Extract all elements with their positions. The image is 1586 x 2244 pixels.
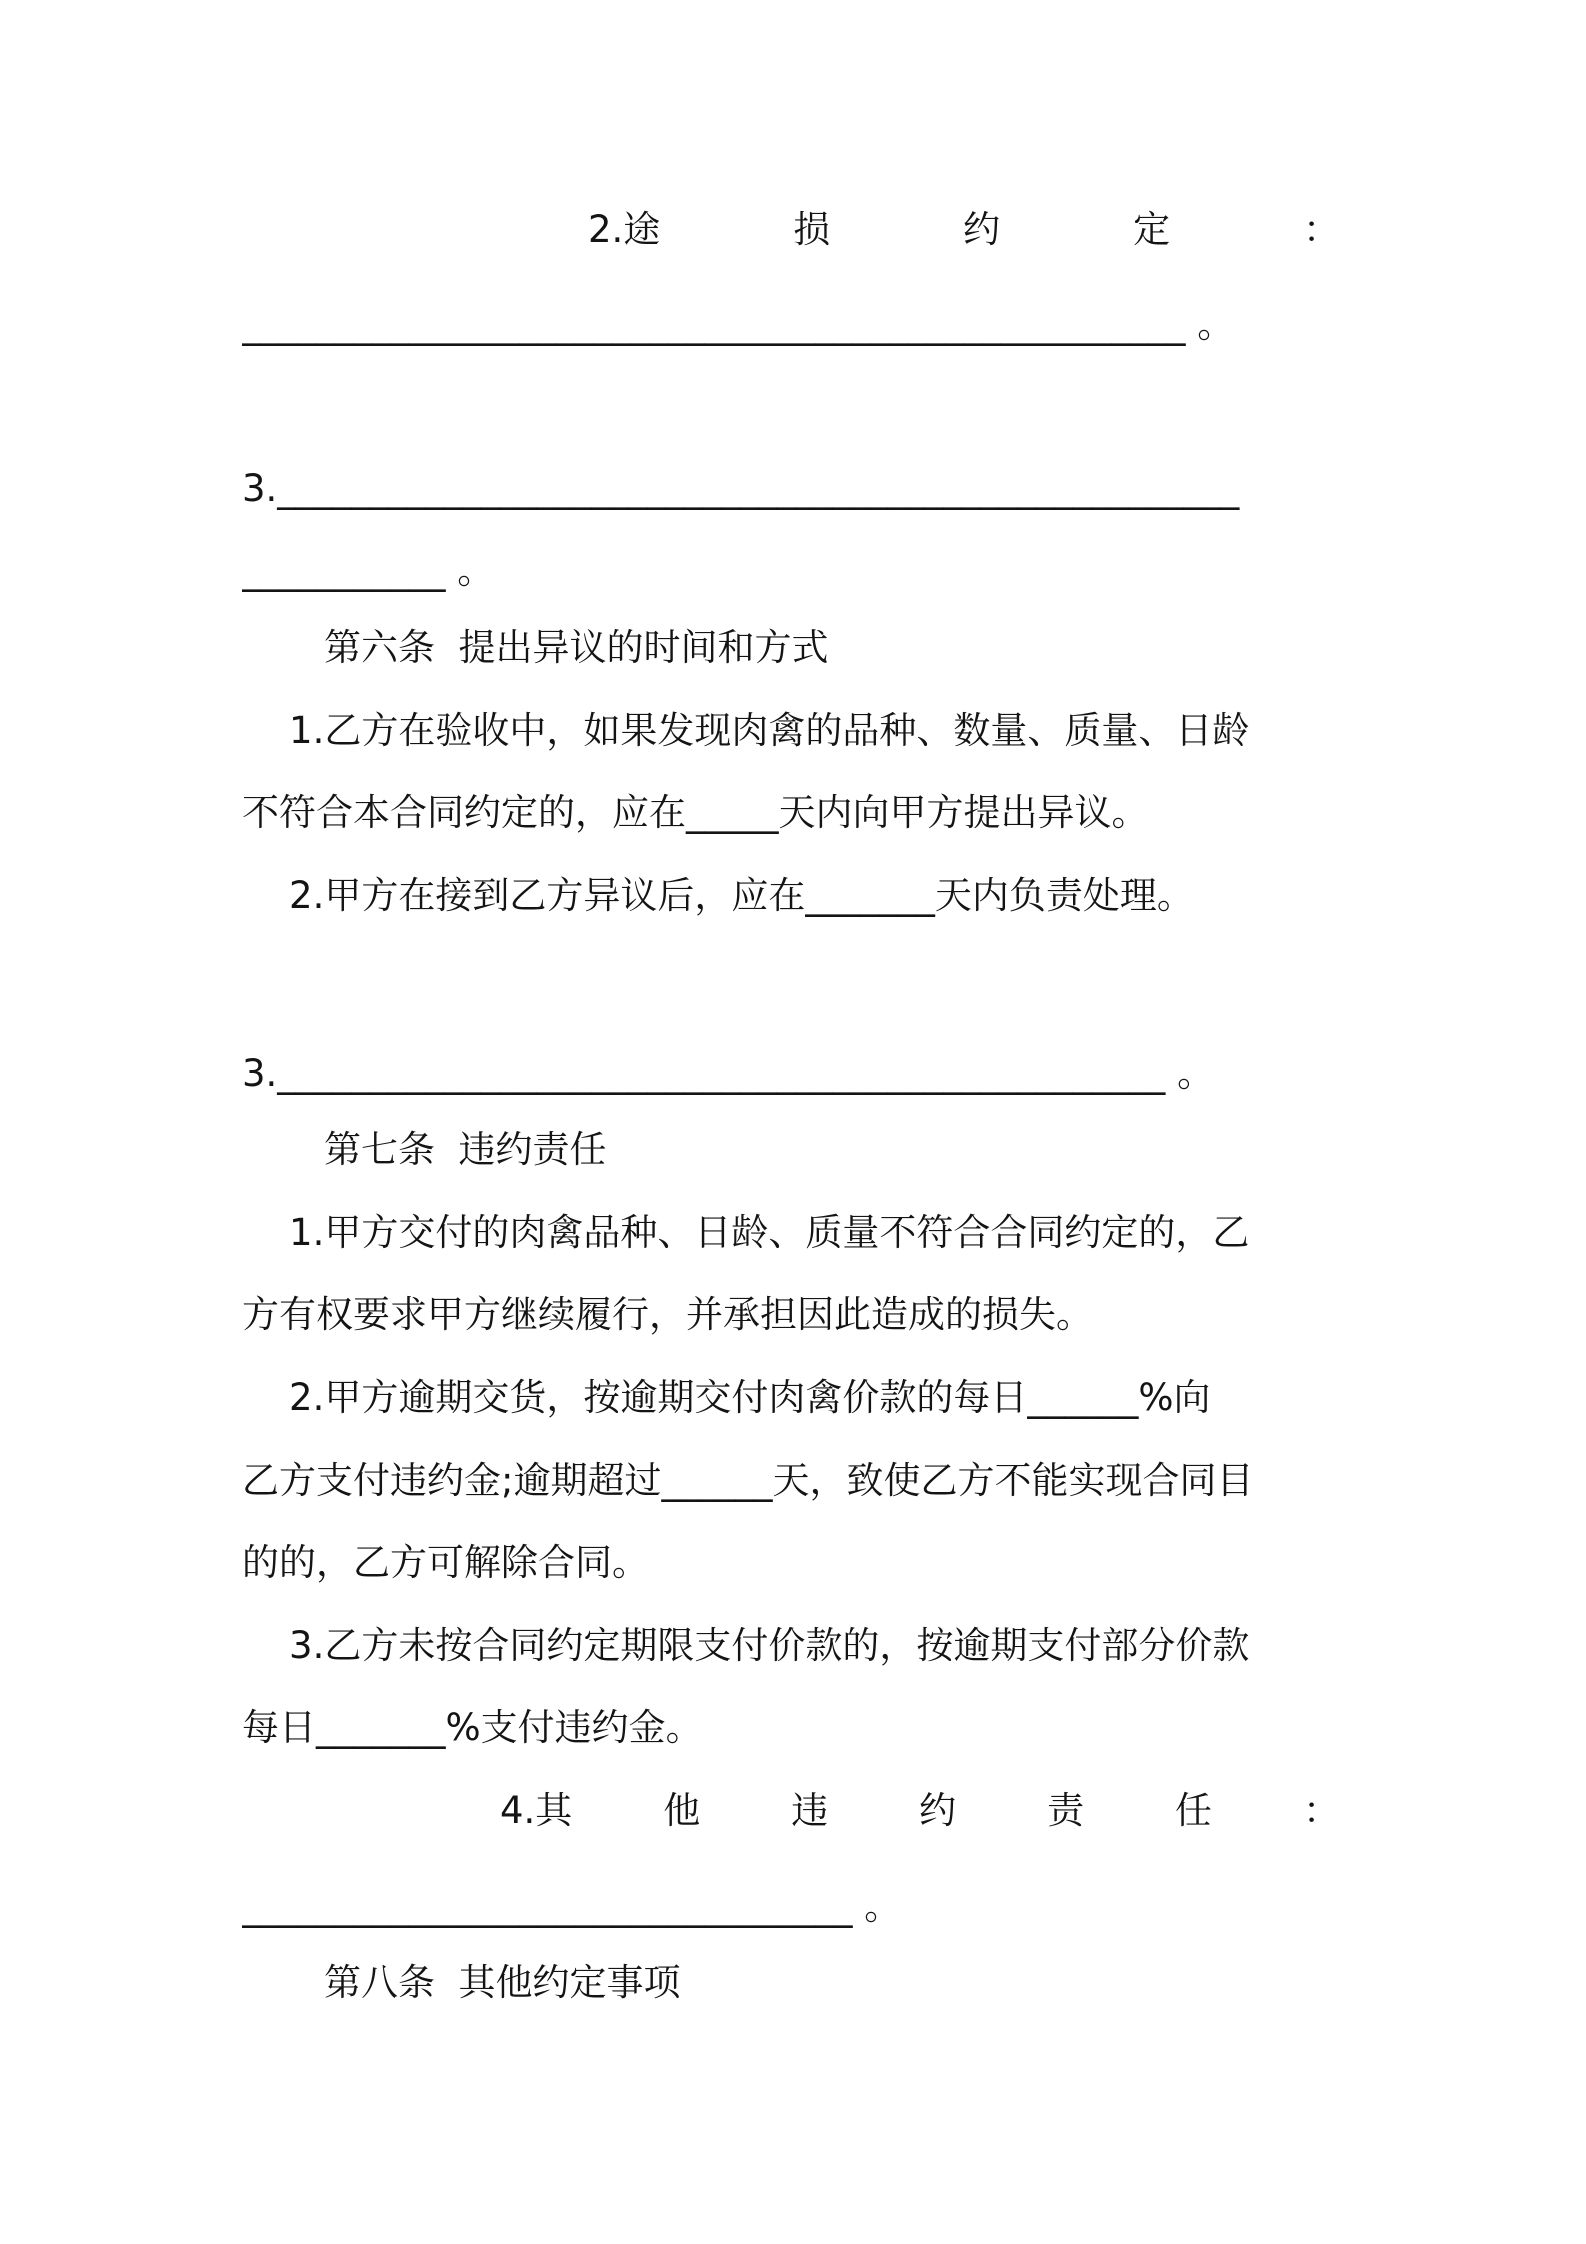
paragraph-line: 每日_______%支付违约金。 — [242, 1706, 703, 1749]
paragraph-line: 方有权要求甲方继续履行，并承担因此造成的损失。 — [242, 1293, 1093, 1336]
paragraph-line: 乙方支付违约金;逾期超过______天，致使乙方不能实现合同目 — [242, 1459, 1254, 1502]
article-7-title: 第七条 违约责任 — [324, 1128, 607, 1171]
paragraph-line: 3.乙方未按合同约定期限支付价款的，按逾期支付部分价款 — [242, 1624, 1250, 1667]
blank-line: ___________________________________________________ 。 — [242, 303, 1235, 346]
clause-damage-agreement-heading — [588, 205, 1340, 255]
paragraph-line: 2.甲方逾期交货，按逾期交付肉禽价款的每日______%向 — [242, 1376, 1211, 1419]
spread-char: ： — [1302, 1789, 1340, 1832]
article-6-title: 第六条 提出异议的时间和方式 — [324, 626, 829, 669]
paragraph-line: 不符合本合同约定的，应在_____天内向甲方提出异议。 — [242, 791, 1149, 834]
blank-line: ___________ 。 — [242, 549, 495, 592]
paragraph-line: 1.甲方交付的肉禽品种、日龄、质量不符合合同约定的，乙 — [242, 1211, 1250, 1254]
spread-char: 任 — [1175, 1789, 1212, 1832]
clause-item-3-blank: 3.________________________________________________ 。 — [242, 1052, 1215, 1095]
spread-char: 定 — [1133, 208, 1171, 251]
blank-line: _________________________________ 。 — [242, 1885, 902, 1928]
clause-other-liability-heading — [500, 1786, 1340, 1836]
spread-char: 他 — [663, 1789, 701, 1832]
spread-char: 2.途 — [588, 208, 661, 251]
spread-char: ： — [1303, 208, 1340, 251]
article-8-title: 第八条 其他约定事项 — [324, 1961, 681, 2004]
clause-item-3-blank: 3.____________________________________________________ — [242, 467, 1240, 510]
spread-char: 约 — [963, 208, 1001, 251]
paragraph-line: 2.甲方在接到乙方异议后，应在_______天内负责处理。 — [242, 874, 1194, 917]
spread-char: 责 — [1047, 1789, 1085, 1832]
paragraph-line: 1.乙方在验收中，如果发现肉禽的品种、数量、质量、日龄 — [242, 709, 1250, 752]
spread-char: 违 — [791, 1789, 829, 1832]
paragraph-line: 的的，乙方可解除合同。 — [242, 1541, 649, 1584]
spread-char: 4.其 — [500, 1789, 573, 1832]
spread-char: 约 — [919, 1789, 957, 1832]
spread-char: 损 — [793, 208, 831, 251]
